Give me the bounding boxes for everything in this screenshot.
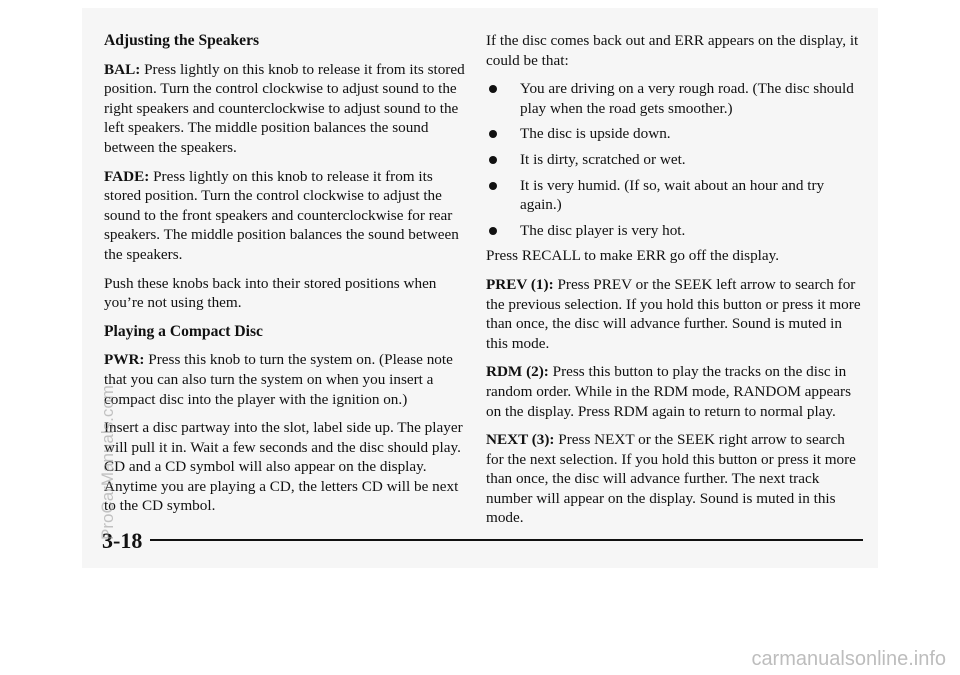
right-column <box>486 31 864 537</box>
bullet-icon <box>489 130 497 138</box>
bullet-icon <box>489 227 497 235</box>
push-knobs-paragraph: Push these knobs back into their stored positions when you’re not using them. <box>104 274 437 312</box>
bullet-icon <box>489 182 497 190</box>
list-item-text: You are driving on a very rough road. (The disc should play when the road gets smoother.) <box>520 80 854 117</box>
list-item-text: It is dirty, scratched or wet. <box>520 150 686 168</box>
bal-text: Press lightly on this knob to release it from its stored position. Turn the control clockwise to adjust sound to the right speakers and counterclockwise to adjust sound to the left speakers. The middle position balances the sound between the speakers. <box>104 60 465 156</box>
next-text: Press NEXT or the SEEK right arrow to search for the next selection. If you hold this button or press it more than once, the disc will advance further. The next track number will appear on the display. Sound is muted in this mode. <box>486 431 856 527</box>
left-column <box>104 31 466 525</box>
list-item-text: The disc player is very hot. <box>520 221 686 239</box>
prev-label: PREV (1): <box>486 275 554 293</box>
fade-text: Press lightly on this knob to release it from its stored position. Turn the control clockwise to adjust the sound to the front speakers and counterclockwise for rear speakers. The middle position balances the sound between the speakers. <box>104 167 459 263</box>
insert-disc-paragraph: Insert a disc partway into the slot, label side up. The player will pull it in. Wait a few seconds and the disc should play. CD and a CD symbol will also appear on the display. Anytime you are playing a CD, the letters CD will be next to the CD symbol. <box>104 419 463 515</box>
list-item <box>486 221 864 241</box>
next-label: NEXT (3): <box>486 431 555 449</box>
list-item-text: It is very humid. (If so, wait about an hour and try again.) <box>520 176 825 214</box>
fade-paragraph <box>104 167 466 265</box>
next-paragraph <box>486 430 864 528</box>
heading-adjusting-speakers: Adjusting the Speakers <box>104 32 260 49</box>
pwr-label: PWR: <box>104 351 145 369</box>
list-item <box>486 150 864 170</box>
list-item-text: The disc is upside down. <box>520 125 671 143</box>
list-item <box>486 176 864 215</box>
recall-paragraph: Press RECALL to make ERR go off the display. <box>486 247 780 265</box>
list-item <box>486 79 864 118</box>
pwr-paragraph <box>104 350 466 409</box>
footer-rule <box>150 539 863 541</box>
bullet-icon <box>489 85 497 93</box>
err-causes-list <box>486 79 864 240</box>
prev-text: Press PREV or the SEEK left arrow to search for the previous selection. If you hold this button or press it more than once, the disc will advance further. Sound is muted in this mode. <box>486 275 861 352</box>
rdm-text: Press this button to play the tracks on the disc in random order. While in the RDM mode, RANDOM appears on the display. Press RDM again to return to normal play. <box>486 363 851 420</box>
heading-playing-cd: Playing a Compact Disc <box>104 322 263 340</box>
rdm-label: RDM (2): <box>486 363 549 381</box>
bal-paragraph <box>104 60 466 158</box>
bullet-icon <box>489 156 497 164</box>
fade-label: FADE: <box>104 167 150 185</box>
bal-label: BAL: <box>104 60 141 78</box>
page-number: 3-18 <box>102 528 143 553</box>
err-intro-paragraph: If the disc comes back out and ERR appears on the display, it could be that: <box>486 32 859 69</box>
list-item <box>486 124 864 144</box>
rdm-paragraph <box>486 362 864 421</box>
side-watermark-text: ProCarManuals.com <box>98 385 117 540</box>
bottom-watermark: carmanualsonline.info <box>751 648 946 670</box>
prev-paragraph <box>486 275 864 353</box>
pwr-text: Press this knob to turn the system on. (Please note that you can also turn the system on when you insert a compact disc into the player with the ignition on.) <box>104 351 453 408</box>
